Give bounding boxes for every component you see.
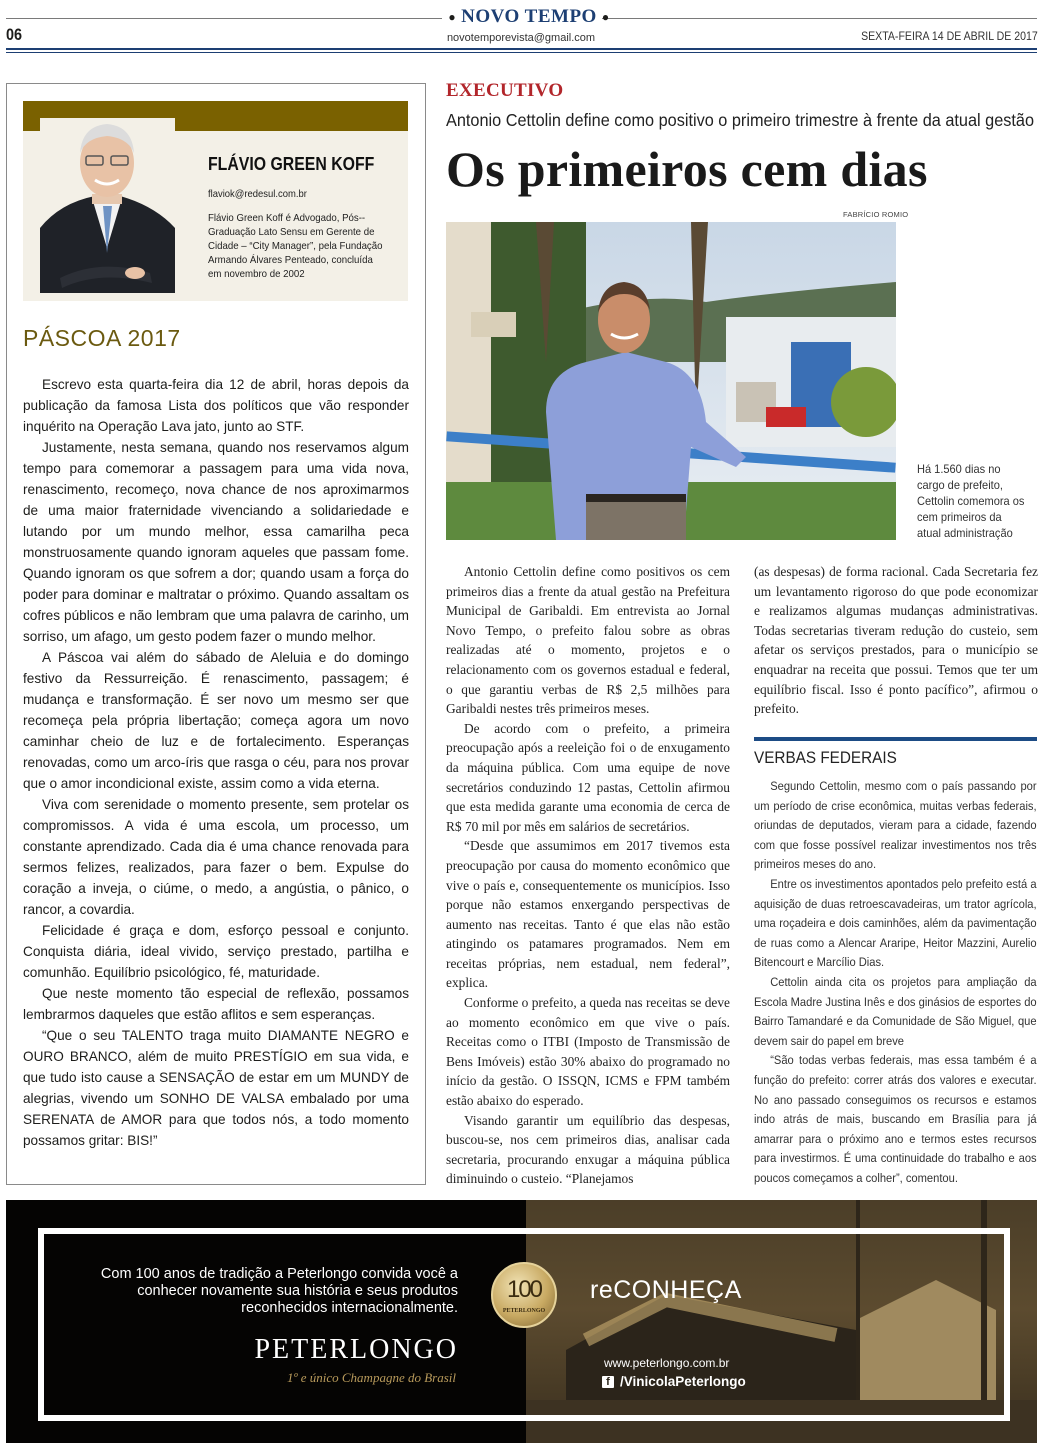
author-photo (40, 118, 175, 293)
column-paragraph: Felicidade é graça e dom, esforço pessoal e conjunto. Conquista diária, ideal vivido, serviço prestado, partilha e comunhão. Equilíbrio psicológico, fé, maturidade. (23, 923, 409, 980)
ad-facebook-link[interactable] (602, 1374, 746, 1389)
article-paragraph: Visando garantir um equilíbrio das despesas, buscou-se, nos cem primeiros dias, analisar cada secretaria, procurando enxugar a máquina pública diminuindo o custeio. “Planejamos (446, 1112, 730, 1187)
column-paragraph: Justamente, nesta semana, quando nos reservamos algum tempo para comemorar a passagem para uma vida nova, renascimento, recomeço, nova chance de nos aproximarmos de uma maior fraternidade vivenciando a solidariedade e lutando por um mundo melhor, essa camarilha peca monstruosamente quando ignoram aqueles que passam fome. Quando ignoram os que sofrem a dor; quando usam a força do poder para dominar e maltratar o próximo. Quando assaltam os cofres públicos e não lembram que uma palavra de carinho, um sorriso, um afago, um gesto podem fazer o mundo melhor. (23, 440, 409, 644)
column-paragraph: Escrevo esta quarta-feira dia 12 de abril, horas depois da publicação da famosa Lista dos políticos que vão responder inquérito na Operação Lava jato, junto ao STF. (23, 377, 409, 434)
article-paragraph: Antonio Cettolin define como positivos os cem primeiros dias a frente da atual gestão na Prefeitura Municipal de Garibaldi. Em entrevista ao Jornal Novo Tempo, o prefeito falou sobre as obras realizadas até o momento, projetos e o relacionamento com os governos estadual e federal, o que garantiu verbas de R$ 2,5 milhões para Garibaldi nestes três primeiros meses. (446, 564, 730, 717)
section-title: VERBAS FEDERAIS (754, 748, 897, 767)
publication-title (0, 6, 1058, 28)
bullet-icon: ● (448, 10, 457, 25)
publication-name: NOVO TEMPO (461, 6, 597, 27)
column-paragraph: A Páscoa vai além do sábado de Aleluia e do domingo festivo da Ressurreição. É renascimento, passagem; é mudança e transformação. É ser novo um mesmo ser que recomeça pela própria libertação; começa agora um novo caminhar cheio de luz e de fortalecimento. Esperanças renovadas, como um arco-íris que rasga o céu, para nos provar que o amor incondicional existe, assim como a vida eterna. (23, 650, 409, 791)
author-email[interactable]: flaviok@redesul.com.br (208, 188, 307, 200)
section-body (754, 777, 1037, 1188)
column-paragraph: Que neste momento tão especial de reflexão, possamos lembrarmos daqueles que estão aflitos e sem esperanças. (23, 986, 409, 1022)
ad-tagline: 1º e único Champagne do Brasil (286, 1370, 456, 1385)
page-number: 06 (6, 25, 23, 44)
bullet-icon: ● (601, 10, 610, 25)
article-subhead: Antonio Cettolin define como positivo o primeiro trimestre à frente da atual gestão (446, 110, 1035, 130)
ad-brand-logo: PETERLONGO (254, 1334, 458, 1365)
article-paragraph: De acordo com o prefeito, a primeira preocupação após a reeleição foi o de enxugamento da máquina pública. Com uma equipe de nove secretários conduzindo 12 pastas, Cettolin afirmou que esta medida garante uma economia de cerca de R$ 70 mil por mês em salários de secretários. (446, 720, 730, 834)
article-headline: Os primeiros cem dias (446, 141, 928, 197)
masthead-rule-thin (6, 52, 1037, 53)
publication-email[interactable]: novotemporevista@gmail.com (446, 32, 596, 44)
article-kicker: EXECUTIVO (446, 80, 564, 101)
column-title: PÁSCOA 2017 (23, 325, 181, 351)
peterlongo-advertisement[interactable] (6, 1200, 1037, 1443)
photo-caption: Há 1.560 dias no cargo de prefeito, Cettolin comemora os cem primeiros da atual administração (917, 462, 1025, 540)
section-paragraph: Cettolin ainda cita os projetos para ampliação da Escola Madre Justina Inês e dos ginásios de esportes do Bairro Tamandaré e da Comunidade de São Miguel, que devem sair do papel em breve (754, 974, 1037, 1048)
ad-website-link[interactable]: www.peterlongo.com.br (604, 1356, 730, 1370)
column-paragraph: Viva com serenidade o momento presente, sem protelar os compromissos. A vida é uma escola, um processo, um constante aprendizado. Cada dia é uma chance renovada para sermos felizes, realizados, para fazer o bem. Expulse do coração a inveja, o ciúme, o medo, a angústia, o pânico, o rancor, a covardia. (23, 797, 409, 917)
column-body (23, 374, 409, 1151)
author-bio: Flávio Green Koff é Advogado, Pós--Graduação Lato Sensu em Gerente de Cidade – “City Manager”, pela Fundação Armando Álvares Penteado, concluída em novembro de 2002 (208, 212, 383, 280)
facebook-handle: /VinicolaPeterlongo (620, 1374, 746, 1389)
article-column-2 (754, 562, 1038, 719)
column-paragraph: “Que o seu TALENTO traga muito DIAMANTE NEGRO e OURO BRANCO, além de muito PRESTÍGIO em sua vida, e que tudo isto cause a SENSAÇÃO de estar em um MUNDY de alegrias, vivendo um SONHO DE VALSA embalado por uma SERENATA de AMOR para que todos nós, a todo momento possamos gritar: BIS!” (23, 1028, 409, 1148)
article-photo (446, 222, 896, 540)
article-column-1 (446, 562, 730, 1189)
section-rule (754, 737, 1037, 741)
author-portrait-icon (40, 118, 175, 293)
author-card (23, 101, 408, 301)
masthead-rule (6, 48, 1037, 50)
ad-copy: Com 100 anos de tradição a Peterlongo convida você a conhecer novamente sua história e seus produtos reconhecidos internacionalmente. (100, 1266, 458, 1316)
section-paragraph: Entre os investimentos apontados pelo prefeito está a aquisição de duas retroescavadeiras, um trator agrícola, uma roçadeira e dois caminhões, além da pavimentação de ruas como a Alencar Araripe, Heitor Mazzini, Aurelio Bitencourt e Marcílio Dias. (754, 876, 1037, 970)
author-name: FLÁVIO GREEN KOFF (208, 154, 375, 174)
mayor-photo-icon (446, 222, 896, 540)
centenary-seal-icon (491, 1262, 557, 1328)
article-paragraph: “Desde que assumimos em 2017 tivemos esta preocupação por causa do momento econômico que vive o país e, consequentemente os municípios. Isso porque não estamos enxergando perspectivas de aumento nas receitas. Tanto é que elas não estão atingindo os patamares programados. Nem em receitas próprias, nem estadual, nem federal”, explica. (446, 838, 730, 991)
seal-label: PETERLONGO (502, 1308, 546, 1314)
publication-date: SEXTA-FEIRA 14 DE ABRIL DE 2017 (861, 29, 1038, 43)
section-paragraph: “São todas verbas federais, mas essa também é a função do prefeito: correr atrás dos valores e executar. No ano passado conseguimos os recursos e estamos indo atrás de mais, buscando em Brasília para já amarrar para o próximo ano e termos estes recursos para investirmos. É uma continuidade do trabalho e aos poucos começamos a colher”, comentou. (754, 1053, 1037, 1185)
seal-number: 100 (506, 1276, 542, 1303)
article-paragraph: Conforme o prefeito, a queda nas receitas se deve ao momento econômico em que vive o país. Receitas como o ITBI (Imposto de Transmissão de Bens Imóveis) estão 30% abaixo do programado no início da gestão. O ISSQN, ICMS e FPM também estão abaixo do esperado. (446, 995, 730, 1109)
facebook-icon: f (602, 1376, 614, 1388)
article-paragraph: (as despesas) de forma racional. Cada Secretaria fez um levantamento rigoroso do que pode economizar e realizamos algumas mudanças administrativas. Todas secretarias tiveram redução do custeio, sem afetar os serviços prestados, para o município se enquadrar na receita que possui. Temos que ter um equilíbrio fiscal. Isso é ponto pacífico”, afirmou o prefeito. (754, 564, 1038, 717)
photo-credit: FABRÍCIO ROMIO (843, 210, 909, 219)
section-paragraph: Segundo Cettolin, mesmo com o país passando por um período de crise econômica, muitas verbas federais, oriundas de deputados, vieram para a cidade, fazendo com que fosse possível realizar investimentos nos três primeiros meses do ano. (754, 779, 1037, 872)
ad-headline: reCONHEÇA (590, 1276, 742, 1304)
